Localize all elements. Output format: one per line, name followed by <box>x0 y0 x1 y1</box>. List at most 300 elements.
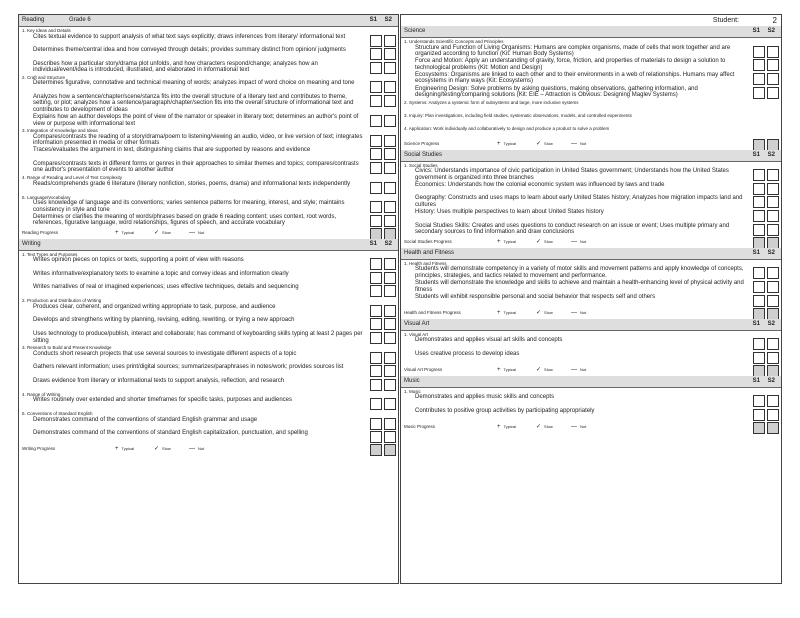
s1-column-header: S1 <box>369 17 377 23</box>
standard-text: Civics: Understands importance of civic participation in United States government; Understands how the United States government is organized into three branches <box>415 168 729 181</box>
standard-text: History: Uses multiple perspectives to learn about United States history <box>415 209 604 216</box>
progress-key-symbol: — <box>189 446 195 453</box>
progress-key-text: Typical <box>503 423 516 429</box>
group-label: 1. Music <box>404 388 421 394</box>
standard-item <box>19 331 398 344</box>
group-label: 1. Key Ideas and Details <box>22 28 71 33</box>
progress-key-text: Not <box>580 140 587 146</box>
section-header <box>19 15 398 27</box>
s1-checkbox[interactable] <box>370 81 382 93</box>
standard-text: Writes narratives of real or imagined experiences; uses effective techniques, details and sequencing <box>33 284 299 291</box>
standard-item <box>401 337 781 350</box>
section-header <box>401 26 781 38</box>
s1-checkbox[interactable] <box>370 62 382 74</box>
standard-text: Demonstrates command of the conventions of standard English capitalization, punctuation, and spelling <box>33 430 308 437</box>
s2-column-header: S2 <box>767 151 775 158</box>
s2-checkbox[interactable] <box>767 281 779 293</box>
progress-key-symbol: ✓ <box>536 238 542 245</box>
s1-checkbox[interactable] <box>370 352 382 364</box>
group-label: 1. Understands Scientific Concepts and Principles <box>404 39 504 44</box>
s2-checkbox[interactable] <box>384 365 396 377</box>
standard-text: Reads/comprehends grade 6 literature (literary nonfiction, stories, poems, drama) and informational texts independently <box>33 180 351 187</box>
standard-text: Contributes to positive group activities by participating appropriately <box>415 407 595 414</box>
s2-checkbox[interactable] <box>767 196 779 208</box>
progress-key-symbol: + <box>497 423 501 430</box>
s2-column-header: S2 <box>767 249 775 256</box>
standard-item <box>19 114 398 127</box>
group-label: 4. Application: Work individually and collaboratively to design and produce a product to solve a problem <box>404 125 610 131</box>
s1-checkbox[interactable] <box>370 305 382 317</box>
progress-key-text: Typical <box>121 446 134 452</box>
s2-checkbox[interactable] <box>767 59 779 71</box>
standard-text: Determines or clarifies the meaning of words/phrases based on grade 6 reading content; uses context, root words, references, figurative language, word relationships, figures of speech, and accurate vocabulary <box>33 213 337 227</box>
standard-item <box>19 317 398 330</box>
section-science <box>401 26 781 150</box>
s1-checkbox[interactable] <box>370 444 382 456</box>
standard-item <box>19 284 398 297</box>
s2-checkbox[interactable] <box>767 183 779 195</box>
progress-key-1 <box>154 227 171 239</box>
standard-item <box>401 195 781 208</box>
s1-checkbox[interactable] <box>753 169 765 181</box>
progress-key-2 <box>571 364 586 376</box>
standard-item <box>401 294 781 307</box>
progress-row <box>19 443 398 455</box>
standard-item <box>19 214 398 227</box>
standard-item <box>401 45 781 58</box>
progress-key-text: Slow <box>544 423 553 429</box>
s2-column-header: S2 <box>384 17 392 23</box>
progress-row <box>401 307 781 319</box>
progress-row <box>401 364 781 376</box>
s1-checkbox[interactable] <box>753 422 765 434</box>
s2-checkbox[interactable] <box>384 258 396 270</box>
standard-item <box>19 147 398 160</box>
s2-checkbox[interactable] <box>384 215 396 227</box>
standard-item <box>401 280 781 293</box>
progress-key-2 <box>571 236 586 248</box>
standard-text: Develops and strengthens writing by planning, revising, editing, rewriting, or trying a new approach <box>33 317 295 324</box>
standard-text: Ecosystems: Organisms are linked to each other and to their environments in a web of relationships. Humans may affect ecosystems in many ways (Kit: Ecosystems) <box>415 71 735 85</box>
standard-item <box>19 80 398 93</box>
standard-item <box>401 223 781 236</box>
standard-item <box>19 47 398 60</box>
standard-item <box>19 304 398 317</box>
group-label: 3. Integration of Knowledge and Ideas <box>22 128 98 134</box>
progress-label: Music Progress <box>404 423 436 429</box>
s1-checkbox[interactable] <box>370 182 382 194</box>
s1-checkbox[interactable] <box>370 115 382 127</box>
section-title: Social Studies <box>404 151 443 158</box>
s2-checkbox[interactable] <box>767 409 779 421</box>
section-title: Writing <box>22 240 41 247</box>
progress-label: Science Progress <box>404 140 440 146</box>
standard-item <box>19 257 398 270</box>
s1-checkbox[interactable] <box>753 409 765 421</box>
progress-key-1 <box>536 236 553 248</box>
standard-item <box>401 58 781 71</box>
progress-key-1 <box>536 364 553 376</box>
progress-key-text: Typical <box>121 229 134 235</box>
s1-column-header: S1 <box>752 320 760 327</box>
standard-text: Students will demonstrate competency in a variety of motor skills and movement patterns and apply knowledge of concepts, principles, strategies, and tactics related to movement and performance. <box>415 266 744 279</box>
standard-item <box>19 417 398 430</box>
s1-checkbox[interactable] <box>753 281 765 293</box>
s1-checkbox[interactable] <box>753 46 765 58</box>
section-title: Health and Fitness <box>404 249 455 256</box>
s1-checkbox[interactable] <box>370 431 382 443</box>
progress-key-text: Not <box>198 446 205 452</box>
group-label: 1. Health and Fitness <box>404 260 447 266</box>
s1-checkbox[interactable] <box>753 73 765 85</box>
s1-column-header: S1 <box>752 249 760 256</box>
progress-key-text: Slow <box>544 366 553 372</box>
s1-column-header: S1 <box>752 28 760 34</box>
progress-label: Visual Art Progress <box>404 366 443 372</box>
s2-checkbox[interactable] <box>384 48 396 60</box>
group-label: 1. Text Types and Purposes <box>22 251 78 257</box>
standard-text: Uses knowledge of language and its conventions; varies sentence patterns for meaning, interest, and style; maintains consistency in style and tone <box>33 200 345 213</box>
s2-column-header: S2 <box>767 377 775 384</box>
progress-key-1 <box>536 307 553 319</box>
standard-item <box>19 161 398 174</box>
progress-key-text: Typical <box>503 309 516 315</box>
s1-checkbox[interactable] <box>370 318 382 330</box>
s1-checkbox[interactable] <box>370 48 382 60</box>
standard-item <box>19 430 398 443</box>
s1-checkbox[interactable] <box>753 196 765 208</box>
progress-key-2 <box>571 421 586 433</box>
progress-key-2 <box>189 443 204 455</box>
section-title: Music <box>404 377 420 384</box>
standard-text: Determines theme/central idea and how conveyed through details; provides summary distinct from opinion/ judgments <box>33 47 346 53</box>
section-title: Visual Art <box>404 320 430 327</box>
standard-text: Engineering Design: Solve problems by asking questions, making observations, gathering information, and designing/testing/comparing solutions (Kit: EIE – Attraction is Obvious: Designing Maglev Systems) <box>415 85 698 99</box>
s2-checkbox[interactable] <box>767 267 779 279</box>
s2-checkbox[interactable] <box>384 135 396 147</box>
standard-text: Writes informative/explanatory texts to examine a topic and convey ideas and information clearly <box>33 270 289 277</box>
section-header <box>401 248 781 260</box>
s2-checkbox[interactable] <box>384 115 396 127</box>
group-label: 2. Craft and Structure <box>22 74 66 80</box>
progress-key-symbol: + <box>497 238 501 245</box>
s2-checkbox[interactable] <box>384 418 396 430</box>
standard-text: Gathers relevant information; uses print/digital sources; summarizes/paraphrases in notes/work; provides sources list <box>33 364 344 371</box>
progress-key-1 <box>154 443 171 455</box>
s1-checkbox[interactable] <box>753 87 765 99</box>
s1-checkbox[interactable] <box>370 258 382 270</box>
standard-item <box>401 182 781 195</box>
progress-key-symbol: ✓ <box>536 366 542 373</box>
group-label: 1. Social Studies <box>404 162 438 168</box>
standard-text: Describes how a particular story/drama plot unfolds, and how characters respond/change; analyzes how an individual/event/idea is introduced, illustrated, and elaborated in informational text <box>33 60 318 74</box>
progress-key-symbol: — <box>571 366 577 373</box>
standard-item <box>19 364 398 377</box>
standard-text: Demonstrates and applies visual art skills and concepts <box>415 337 563 344</box>
progress-key-symbol: + <box>115 229 119 236</box>
section-social-studies <box>401 150 781 248</box>
s2-checkbox[interactable] <box>384 162 396 174</box>
student-header <box>401 15 781 26</box>
s2-checkbox[interactable] <box>767 422 779 434</box>
progress-key-text: Typical <box>503 366 516 372</box>
s1-checkbox[interactable] <box>370 35 382 47</box>
s2-checkbox[interactable] <box>767 338 779 350</box>
progress-key-text: Slow <box>544 238 553 244</box>
standard-item <box>401 266 781 279</box>
progress-key-1 <box>536 138 553 150</box>
standard-item <box>401 351 781 364</box>
s1-checkbox[interactable] <box>370 379 382 391</box>
s2-checkbox[interactable] <box>384 318 396 330</box>
standard-text: Demonstrates and applies music skills and concepts <box>415 394 555 401</box>
progress-key-symbol: + <box>497 309 501 316</box>
progress-key-2 <box>189 227 204 239</box>
progress-key-symbol: ✓ <box>154 446 160 453</box>
section-writing <box>19 239 398 455</box>
s1-checkbox[interactable] <box>370 162 382 174</box>
s1-checkbox[interactable] <box>370 148 382 160</box>
group-label: 1. Visual Art <box>404 331 428 337</box>
standard-item <box>19 181 398 194</box>
progress-key-text: Not <box>580 423 587 429</box>
standard-text: Cites textual evidence to support analysis of what text says explicitly; draws inferences from literary/ informational text <box>33 33 346 40</box>
standard-text: Determines figurative, connotative and technical meaning of words; analyzes impact of word choice on meaning and tone <box>33 80 355 87</box>
progress-label: Social Studies Progress <box>404 238 452 244</box>
standard-text: Traces/evaluates the argument in text, distinguishing claims that are supported by reasons and evidence <box>33 147 311 154</box>
s2-checkbox[interactable] <box>384 81 396 93</box>
s2-checkbox[interactable] <box>767 73 779 85</box>
s2-column-header: S2 <box>767 320 775 327</box>
progress-key-2 <box>571 307 586 319</box>
s1-checkbox[interactable] <box>753 295 765 307</box>
s1-column-header: S1 <box>752 151 760 158</box>
standard-text: Demonstrates command of the conventions of standard English grammar and usage <box>33 416 258 423</box>
progress-key-text: Not <box>580 238 587 244</box>
progress-key-symbol: — <box>571 309 577 316</box>
s2-checkbox[interactable] <box>767 87 779 99</box>
standard-text: Social Studies Skills: Creates and uses questions to conduct research on an issue or event; Uses multiple primary and secondary sources to find information and draw conclusions <box>415 222 730 236</box>
student-number: 2 <box>772 16 777 25</box>
progress-key-0 <box>115 443 134 455</box>
standard-item <box>19 378 398 391</box>
s2-checkbox[interactable] <box>767 46 779 58</box>
progress-row <box>401 421 781 433</box>
progress-key-symbol: — <box>189 229 195 236</box>
s1-checkbox[interactable] <box>370 285 382 297</box>
progress-label: Reading Progress <box>22 229 59 235</box>
s2-checkbox[interactable] <box>384 35 396 47</box>
progress-key-symbol: ✓ <box>536 309 542 316</box>
section-header <box>19 239 398 251</box>
standard-text: Geography: Constructs and uses maps to learn about early United States history; Analyzes how migration impacts land and cultures <box>415 195 743 209</box>
standard-text: Uses creative process to develop ideas <box>415 350 520 357</box>
s1-checkbox[interactable] <box>753 183 765 195</box>
s1-checkbox[interactable] <box>370 418 382 430</box>
s1-checkbox[interactable] <box>370 398 382 410</box>
progress-key-symbol: — <box>571 423 577 430</box>
progress-key-text: Not <box>198 229 205 235</box>
s2-checkbox[interactable] <box>767 224 779 236</box>
progress-key-symbol: + <box>115 446 119 453</box>
progress-key-0 <box>497 236 516 248</box>
s2-checkbox[interactable] <box>384 201 396 213</box>
s1-checkbox[interactable] <box>753 267 765 279</box>
s1-column-header: S1 <box>752 377 760 384</box>
progress-key-1 <box>536 421 553 433</box>
standard-item <box>401 408 781 421</box>
progress-key-symbol: ✓ <box>536 140 542 147</box>
progress-key-text: Slow <box>162 229 171 235</box>
student-label: Student: <box>712 17 739 24</box>
progress-key-text: Typical <box>503 238 516 244</box>
progress-key-text: Not <box>580 309 587 315</box>
progress-key-symbol: + <box>497 366 501 373</box>
standard-text: Writes routinely over extended and shorter timeframes for specific tasks, purposes and audiences <box>33 397 293 404</box>
s1-checkbox[interactable] <box>370 332 382 344</box>
group-label: 3. Research to Build and Present Knowledge <box>22 345 112 351</box>
standard-item <box>401 86 781 99</box>
progress-key-text: Typical <box>503 140 516 146</box>
group-label: 5. Conventions of Standard English <box>22 411 93 417</box>
s2-checkbox[interactable] <box>767 295 779 307</box>
progress-key-0 <box>497 421 516 433</box>
standard-text: Economics: Understands how the colonial economic system was influenced by laws and trade <box>415 181 665 188</box>
s1-checkbox[interactable] <box>370 201 382 213</box>
s2-checkbox[interactable] <box>384 305 396 317</box>
standard-text: Conducts short research projects that use several sources to investigate different aspects of a topic <box>33 350 297 357</box>
s2-checkbox[interactable] <box>384 148 396 160</box>
s1-checkbox[interactable] <box>370 365 382 377</box>
progress-key-0 <box>497 138 516 150</box>
s1-checkbox[interactable] <box>753 338 765 350</box>
progress-label: Writing Progress <box>22 446 56 452</box>
s1-checkbox[interactable] <box>753 352 765 364</box>
progress-row <box>401 138 781 150</box>
section-health <box>401 248 781 319</box>
left-column <box>18 14 399 584</box>
section-visual-art <box>401 319 781 376</box>
standard-item <box>19 397 398 410</box>
section-title: Science <box>404 28 426 34</box>
progress-key-symbol: ✓ <box>536 423 542 430</box>
section-header <box>401 376 781 388</box>
section-header <box>401 150 781 162</box>
standard-text: Uses technology to produce/publish, interact and collaborate; has command of keyboarding skills typing at least 2 pages per sitting <box>33 330 363 344</box>
progress-key-symbol: + <box>497 140 501 147</box>
progress-row <box>401 236 781 248</box>
progress-key-text: Not <box>580 366 587 372</box>
group-label: 3. Inquiry: Plan investigations, including field studies, systematic observations, models, and controlled experiments <box>404 112 632 118</box>
standard-text: Explains how an author develops the point of view of the narrator or speaker in literary text; determines an author's point of view or purpose with informational text <box>33 113 359 127</box>
standard-item <box>19 271 398 284</box>
standard-item <box>19 34 398 47</box>
s1-checkbox[interactable] <box>753 210 765 222</box>
section-reading <box>19 15 398 239</box>
progress-key-text: Slow <box>544 140 553 146</box>
s1-checkbox[interactable] <box>753 395 765 407</box>
s2-checkbox[interactable] <box>384 444 396 456</box>
group-label: 5. Language/Vocabulary <box>22 194 71 200</box>
progress-key-0 <box>497 364 516 376</box>
group-label: 4. Range of Reading and Level of Text Complexity <box>22 175 122 181</box>
standard-text: Compares/contrasts the reading of a story/drama/poem to listening/viewing an audio, video, or live version of text; integrates information presented in media or other formats <box>33 133 363 147</box>
s1-checkbox[interactable] <box>370 215 382 227</box>
standard-text: Structure and Function of Living Organisms: Humans are complex organisms, made of cells that work together and are organized according to function (Kit: Human Body Systems) <box>415 44 731 58</box>
s2-checkbox[interactable] <box>384 352 396 364</box>
standard-item <box>19 61 398 74</box>
group-label: 2. Production and Distribution of Writing <box>22 298 102 304</box>
s2-checkbox[interactable] <box>384 332 396 344</box>
s1-column-header: S1 <box>369 240 377 247</box>
progress-key-symbol: — <box>571 238 577 245</box>
group-label: 4. Range of Writing <box>22 391 61 397</box>
s2-checkbox[interactable] <box>384 272 396 284</box>
s2-checkbox[interactable] <box>767 352 779 364</box>
s2-checkbox[interactable] <box>384 62 396 74</box>
standard-item <box>401 209 781 222</box>
s2-checkbox[interactable] <box>384 95 396 107</box>
s2-checkbox[interactable] <box>384 182 396 194</box>
standard-text: Analyzes how a sentence/chapter/scene/stanza fits into the overall structure of a literary text and contributes to theme, setting, or plot; analyzes how a sentence/paragraph/chapter/section fits into the overall structure of informational text and contributes to development of ideas <box>33 93 354 113</box>
standard-text: Draws evidence from literary or informational texts to support analysis, reflection, and research <box>33 377 285 384</box>
section-header <box>401 319 781 331</box>
standard-text: Compares/contrasts texts in different forms or genres in their approaches to similar themes and topics; compares/contrasts one author's presentation of events to another author <box>33 160 359 174</box>
s2-column-header: S2 <box>384 240 392 247</box>
standard-item <box>401 394 781 407</box>
section-music <box>401 376 781 433</box>
progress-key-text: Slow <box>162 446 171 452</box>
progress-key-2 <box>571 138 586 150</box>
progress-key-text: Slow <box>544 309 553 315</box>
s1-checkbox[interactable] <box>753 59 765 71</box>
s2-checkbox[interactable] <box>767 210 779 222</box>
s2-checkbox[interactable] <box>384 398 396 410</box>
progress-key-0 <box>115 227 134 239</box>
group-label: 2. Systems: Analyzes a systemic form of subsystems and large, more inclusive systems <box>404 99 579 105</box>
s1-checkbox[interactable] <box>370 135 382 147</box>
standard-text: Students will demonstrate the knowledge and skills to achieve and maintain a health-enhancing level of physical activity and fitness <box>415 280 744 293</box>
standard-item <box>19 134 398 147</box>
right-column <box>400 14 782 584</box>
standard-text: Produces clear, coherent, and organized writing appropriate to task, purpose, and audience <box>33 303 276 310</box>
s2-checkbox[interactable] <box>384 285 396 297</box>
s2-checkbox[interactable] <box>384 379 396 391</box>
s2-column-header: S2 <box>767 28 775 34</box>
s1-checkbox[interactable] <box>370 95 382 107</box>
section-title: Reading <box>22 17 45 23</box>
progress-label: Health and Fitness Progress <box>404 309 461 315</box>
s1-checkbox[interactable] <box>753 224 765 236</box>
grade-label: Grade 6 <box>69 17 91 23</box>
s2-checkbox[interactable] <box>767 169 779 181</box>
standard-item <box>19 351 398 364</box>
s2-checkbox[interactable] <box>767 395 779 407</box>
standard-text: Writes opinion pieces on topics or texts, supporting a point of view with reasons <box>33 257 244 264</box>
standard-item <box>19 200 398 213</box>
progress-key-symbol: ✓ <box>154 229 160 236</box>
standard-item <box>401 168 781 181</box>
standard-item <box>401 72 781 85</box>
progress-key-0 <box>497 307 516 319</box>
standard-text: Students will exhibit responsible personal and social behavior that respects self and others <box>415 293 656 300</box>
progress-row <box>19 227 398 239</box>
standard-text: Force and Motion: Apply an understanding of gravity, force, friction, and properties of materials to design a solution to technological problems (Kit: Motion and Design) <box>415 58 726 71</box>
s1-checkbox[interactable] <box>370 272 382 284</box>
s2-checkbox[interactable] <box>384 431 396 443</box>
progress-key-symbol: — <box>571 140 577 147</box>
standard-item <box>19 94 398 114</box>
